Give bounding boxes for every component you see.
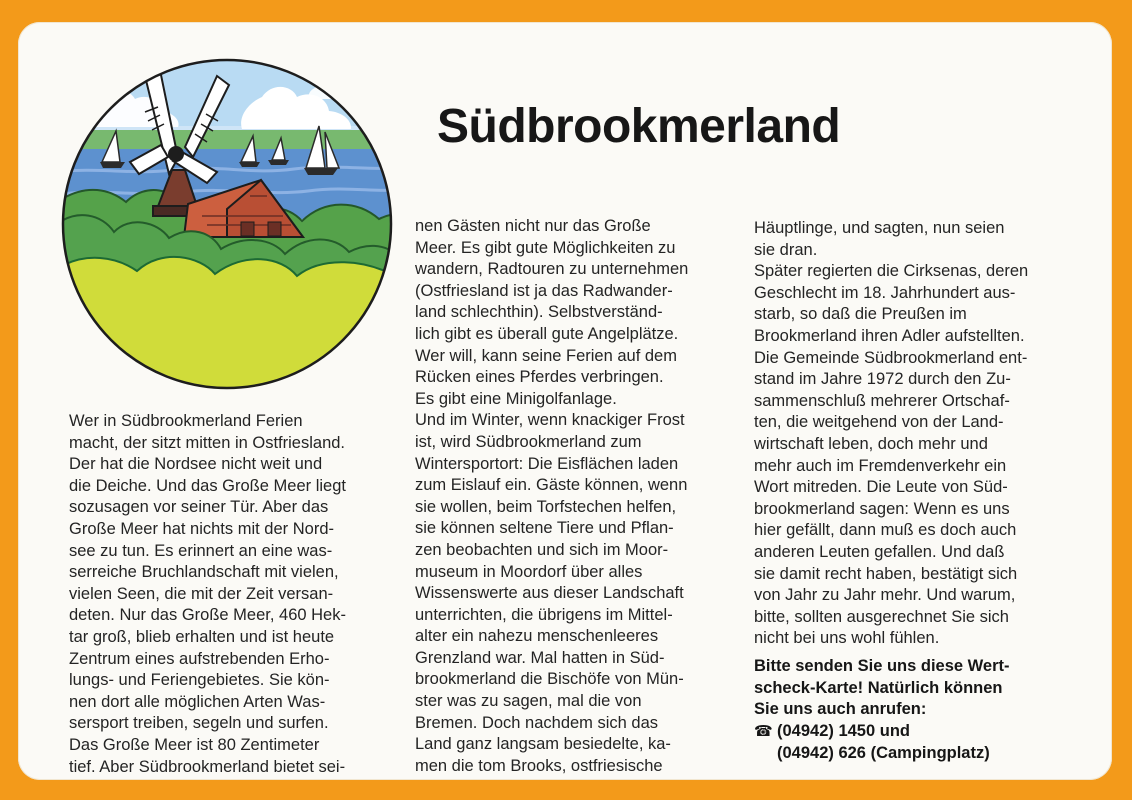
text-line: Und im Winter, wenn knackiger Frost: [415, 411, 685, 430]
text-line: Grenzland war. Mal hatten in Süd-: [415, 648, 665, 667]
phone-number-primary: [754, 721, 910, 743]
text-line: Wissenswerte aus dieser Landschaft: [415, 584, 684, 603]
text-line: sie können seltene Tiere und Pflan-: [415, 519, 674, 538]
text-line: sammenschluß mehrerer Ortschaf-: [754, 391, 1010, 410]
text-line: sie dran.: [754, 240, 818, 259]
text-line: Wintersportort: Die Eisflächen laden: [415, 454, 679, 473]
text-line: Wort mitreden. Die Leute von Süd-: [754, 478, 1008, 497]
text-column-2: [415, 216, 737, 777]
text-line: Land ganz langsam besiedelte, ka-: [415, 735, 671, 754]
text-line: zen beobachten und sich im Moor-: [415, 540, 669, 559]
windmill-landscape-icon: [57, 54, 397, 394]
text-line: Brookmerland ihren Adler aufstellten.: [754, 326, 1025, 345]
phone-number-text: (04942) 626 (Campingplatz): [777, 744, 990, 762]
text-line: tar groß, blieb erhalten und ist heute: [69, 627, 335, 646]
telephone-icon: ☎: [754, 723, 773, 740]
text-line: Später regierten die Cirksenas, deren: [754, 262, 1029, 281]
text-line: ten, die weitgehend von der Land-: [754, 413, 1004, 432]
text-line: Bremen. Doch nachdem sich das: [415, 713, 659, 732]
text-line: sie wollen, beim Torfstechen helfen,: [415, 497, 677, 516]
cta-line: Bitte senden Sie uns diese Wert-: [754, 657, 1010, 675]
text-line: Die Gemeinde Südbrookmerland ent-: [754, 348, 1028, 367]
text-line: Zentrum eines aufstrebenden Erho-: [69, 649, 330, 668]
text-line: Rücken eines Pferdes verbringen.: [415, 368, 664, 387]
text-line: men die tom Brooks, ostfriesische: [415, 756, 663, 775]
text-column-3: [754, 218, 1084, 650]
text-line: brookmerland sagen: Wenn es uns: [754, 499, 1010, 518]
phone-number-campingplatz: [777, 743, 990, 765]
text-line: (Ostfriesland ist ja das Radwander-: [415, 281, 673, 300]
text-line: hier gefällt, dann muß es doch auch: [754, 521, 1017, 540]
text-line: stand im Jahre 1972 durch den Zu-: [754, 370, 1011, 389]
text-line: Wer will, kann seine Ferien auf dem: [415, 346, 677, 365]
text-line: zum Eislauf ein. Gäste können, wenn: [415, 476, 688, 495]
text-line: sersport treiben, segeln und surfen.: [69, 714, 329, 733]
text-line: die Deiche. Und das Große Meer liegt: [69, 476, 346, 495]
text-line: Häuptlinge, und sagten, nun seien: [754, 219, 1005, 237]
text-line: sozusagen vor seiner Tür. Aber das: [69, 498, 329, 517]
text-line: sie damit recht haben, bestätigt sich: [754, 564, 1018, 583]
text-line: unterrichten, die übrigens im Mittel-: [415, 605, 673, 624]
text-line: Geschlecht im 18. Jahrhundert aus-: [754, 283, 1016, 302]
text-line: land schlechthin). Selbstverständ-: [415, 303, 663, 322]
text-line: Wer in Südbrookmerland Ferien: [69, 412, 303, 430]
cta-line: Sie uns auch anrufen:: [754, 700, 927, 718]
text-line: starb, so daß die Preußen im: [754, 305, 967, 324]
text-line: alter ein nahezu menschenleeres: [415, 627, 659, 646]
text-line: vielen Seen, die mit der Zeit versan-: [69, 584, 334, 603]
text-line: nen Gästen nicht nur das Große: [415, 217, 651, 235]
text-line: Es gibt eine Minigolfanlage.: [415, 389, 617, 408]
text-line: lich gibt es überall gute Angelplätze.: [415, 324, 679, 343]
text-line: brookmerland die Bischöfe von Mün-: [415, 670, 684, 689]
text-line: wandern, Radtouren zu unternehmen: [415, 260, 689, 279]
text-line: Das Große Meer ist 80 Zentimeter: [69, 735, 320, 754]
text-line: tief. Aber Südbrookmerland bietet sei-: [69, 757, 346, 776]
text-line: bitte, sollten ausgerechnet Sie sich: [754, 607, 1009, 626]
text-line: serreiche Bruchlandschaft mit vielen,: [69, 563, 339, 582]
cta-line: scheck-Karte! Natürlich können: [754, 678, 1003, 697]
text-line: mehr auch im Fremdenverkehr ein: [754, 456, 1007, 475]
text-line: anderen Leuten gefallen. Und daß: [754, 542, 1005, 561]
text-line: Große Meer hat nichts mit der Nord-: [69, 519, 334, 538]
text-line: Meer. Es gibt gute Möglichkeiten zu: [415, 238, 676, 257]
text-line: wirtschaft leben, doch mehr und: [754, 434, 988, 453]
text-line: see zu tun. Es erinnert an eine was-: [69, 541, 333, 560]
text-line: nicht bei uns wohl fühlen.: [754, 629, 940, 648]
text-line: nen dort alle möglichen Arten Was-: [69, 692, 326, 711]
text-line: ist, wird Südbrookmerland zum: [415, 432, 642, 451]
text-line: lungs- und Feriengebietes. Sie kön-: [69, 671, 330, 690]
contact-call-to-action: [754, 656, 1084, 721]
text-line: Der hat die Nordsee nicht weit und: [69, 455, 323, 474]
text-column-1: [69, 411, 399, 778]
text-line: museum in Moordorf über alles: [415, 562, 643, 581]
text-line: macht, der sitzt mitten in Ostfriesland.: [69, 433, 346, 452]
text-line: von Jahr zu Jahr mehr. Und warum,: [754, 586, 1016, 605]
page-title: Südbrookmerland: [437, 100, 841, 153]
phone-number-text: (04942) 1450 und: [777, 722, 910, 740]
text-line: deten. Nur das Große Meer, 460 Hek-: [69, 606, 346, 625]
text-line: ster was zu sagen, mal die von: [415, 692, 642, 711]
